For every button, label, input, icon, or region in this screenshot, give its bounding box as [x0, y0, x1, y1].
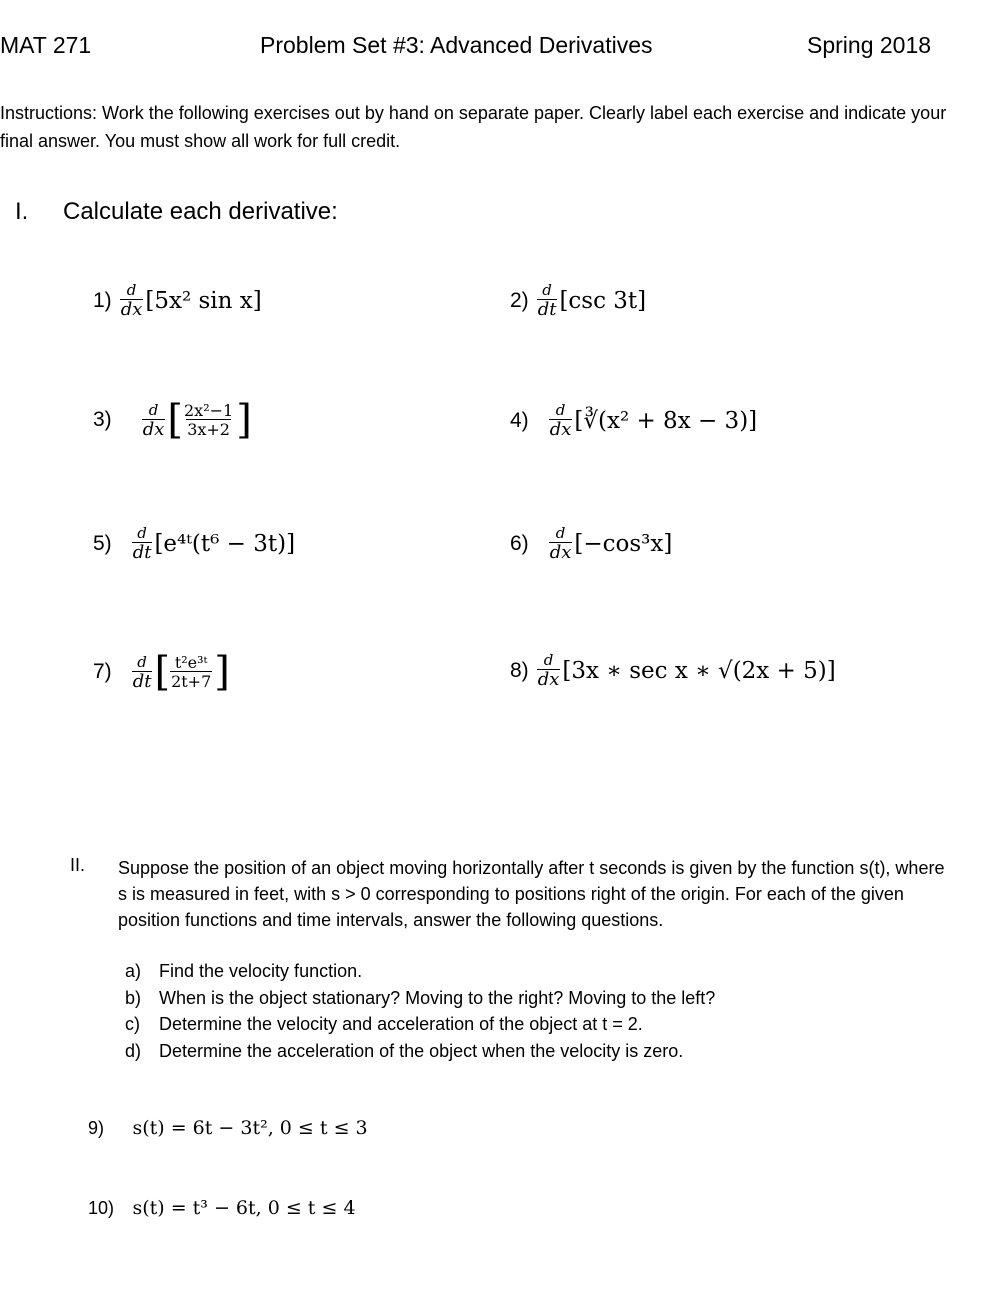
page-title: Problem Set #3: Advanced Derivatives: [260, 32, 653, 58]
problem-expression: [csc 3t]: [559, 287, 647, 314]
problem-number: 9): [88, 1118, 105, 1138]
derivative-operator: $\frac{d}{dt}$: [132, 524, 152, 563]
instructions: Instructions: Work the following exercises out by hand on separate paper. Clearly label each exercise and indicate your final answer. You must show all work for full credit.: [0, 103, 947, 151]
course-code: MAT 271: [0, 32, 92, 58]
left-bracket: [: [167, 397, 183, 443]
problem-expression: s(t) = t³ − 6t, 0 ≤ t ≤ 4: [132, 1197, 356, 1219]
problem-10: [88, 1197, 356, 1219]
problem-7: [93, 649, 230, 695]
problem-3: [93, 397, 252, 443]
section-2-numeral: II.: [70, 855, 86, 875]
derivative-operator: $\frac{d}{dt}$: [132, 652, 152, 692]
quotient: $\frac{\text{2x²−1}}{3x+2}$: [183, 400, 234, 439]
problem-number: 2): [510, 288, 529, 312]
right-bracket: ]: [236, 397, 252, 443]
derivative-operator: $\frac{d}{dx}$: [142, 400, 165, 440]
quotient: $\frac{\text{t²e³ᵗ}}{2t+7}$: [171, 652, 212, 691]
term: Spring 2018: [807, 32, 932, 58]
problem-number: 8): [510, 658, 529, 682]
problem-number: 4): [510, 408, 529, 432]
problem-expression: [5x² sin x]: [145, 287, 262, 314]
problem-expression: [3x ∗ sec x ∗ √(2x + 5)]: [562, 657, 836, 684]
problem-expression: s(t) = 6t − 3t², 0 ≤ t ≤ 3: [132, 1117, 368, 1139]
section-1-title: Calculate each derivative:: [63, 198, 338, 225]
section-1-numeral: I.: [15, 198, 29, 225]
right-bracket: ]: [214, 649, 230, 695]
problem-expression: [∛(x² + 8x − 3)]: [574, 407, 758, 434]
derivative-operator: $\frac{d}{dt}$: [537, 281, 557, 320]
problem-8: [510, 652, 836, 689]
list-item: b) When is the object stationary? Moving to the right? Moving to the left?: [125, 987, 716, 1008]
problem-number: 6): [510, 531, 529, 555]
derivative-operator: $\frac{d}{dx}$: [537, 651, 560, 690]
question-list: [125, 958, 715, 1064]
problem-2: [510, 282, 646, 319]
problem-1: [93, 282, 262, 319]
section-2-description: Suppose the position of an object moving horizontally after t seconds is given by the function s(t), where s is measured in feet, with s > 0 corresponding to positions right of the origin. For each of the given position functions and time intervals, answer the following questions.: [118, 858, 945, 930]
problem-5: [93, 525, 295, 562]
problem-6: [510, 525, 672, 562]
list-item: a) Find the velocity function.: [125, 961, 363, 981]
problem-expression: [e⁴ᵗ(t⁶ − 3t)]: [154, 530, 296, 557]
problem-9: [88, 1117, 368, 1139]
list-item: c) Determine the velocity and acceleration of the object at t = 2.: [125, 1014, 643, 1034]
derivative-operator: $\frac{d}{dx}$: [549, 401, 572, 440]
problem-expression: [−cos³x]: [574, 530, 673, 557]
left-bracket: [: [154, 649, 171, 695]
problem-number: 3): [93, 408, 112, 431]
problem-number: 1): [93, 288, 112, 312]
derivative-operator: $\frac{d}{dx}$: [120, 281, 143, 320]
list-item: d) Determine the acceleration of the object when the velocity is zero.: [125, 1040, 684, 1061]
problem-number: 5): [93, 531, 112, 555]
problem-number: 10): [88, 1198, 115, 1218]
problem-4: [510, 402, 757, 439]
problem-number: 7): [93, 660, 112, 683]
derivative-operator: $\frac{d}{dx}$: [549, 524, 572, 563]
